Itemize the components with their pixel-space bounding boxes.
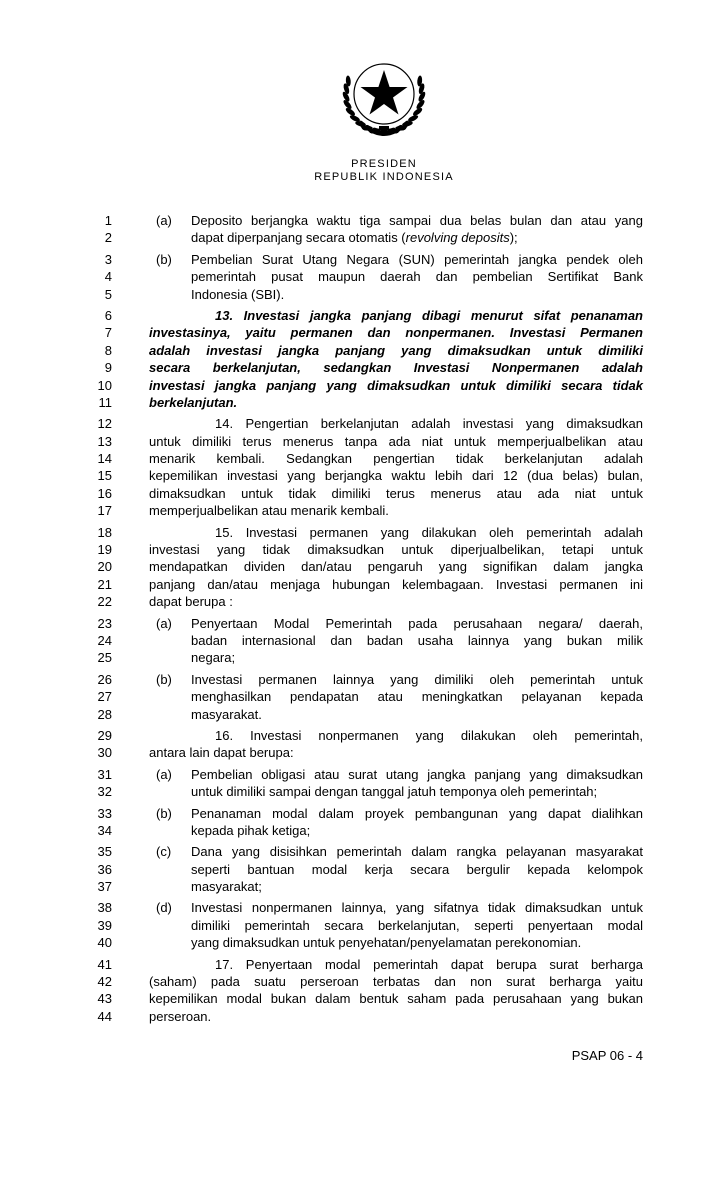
line-number: 18	[97, 524, 112, 540]
text-line	[0, 268, 728, 285]
line-number: 31	[97, 766, 112, 782]
paragraph	[0, 307, 728, 411]
line-text: (saham) pada suatu perseroan terbatas dan non surat berharga yaitu	[149, 974, 643, 990]
text-line	[0, 377, 728, 394]
paragraph	[0, 727, 728, 762]
line-text: Dana yang disisihkan pemerintah dalam rangka pelayanan masyarakat	[191, 844, 643, 860]
line-number: 3	[104, 251, 112, 267]
line-number: 29	[97, 727, 112, 743]
text-line	[0, 727, 728, 744]
text-line	[0, 307, 728, 324]
text-line	[0, 485, 728, 502]
line-text: seperti bantuan modal kerja secara bergulir kepada kelompok	[191, 861, 643, 877]
line-text: panjang dan/atau menjaga hubungan kelembagaan. Investasi permanen ini	[149, 576, 643, 592]
line-text: kepemilikan modal bukan dalam bentuk saham pada perusahaan yang bukan	[149, 991, 643, 1007]
text-line	[0, 433, 728, 450]
text-line	[0, 843, 728, 860]
line-number: 21	[97, 576, 112, 592]
line-text-part: dapat diperpanjang secara otomatis (	[191, 230, 406, 246]
text-line	[0, 467, 728, 484]
text-line	[0, 394, 728, 411]
text-line	[0, 990, 728, 1007]
text-line	[0, 229, 728, 246]
line-number: 19	[97, 542, 112, 558]
list-item	[0, 615, 728, 667]
line-text: investasinya, yaitu permanen dan nonpermanen. Investasi Permanen	[149, 325, 643, 341]
line-number: 9	[104, 360, 112, 376]
line-text: Penanaman modal dalam proyek pembangunan yang dapat dialihkan	[191, 805, 643, 821]
line-number: 38	[97, 900, 112, 916]
line-text: 14. Pengertian berkelanjutan adalah investasi yang dimaksudkan	[215, 416, 643, 432]
line-number: 7	[104, 325, 112, 341]
text-line	[0, 576, 728, 593]
list-item	[0, 212, 728, 247]
text-line	[0, 524, 728, 541]
line-text: Pembelian obligasi atau surat utang jangka panjang yang dimaksudkan	[191, 766, 643, 782]
line-number: 20	[97, 559, 112, 575]
line-text: antara lain dapat berupa:	[149, 745, 294, 761]
line-number: 42	[97, 974, 112, 990]
document-body	[0, 212, 728, 1029]
line-text: 16. Investasi nonpermanen yang dilakukan oleh pemerintah,	[215, 727, 643, 743]
text-line	[0, 251, 728, 268]
line-text: 13. Investasi jangka panjang dibagi menurut sifat penanaman	[215, 307, 643, 323]
line-number: 1	[104, 213, 112, 228]
line-text: Investasi nonpermanen lainnya, yang sifatnya tidak dimaksudkan untuk	[191, 900, 643, 916]
line-number: 36	[97, 861, 112, 877]
line-text: badan internasional dan badan usaha lainnya yang bukan milik	[191, 632, 643, 648]
line-text: masyarakat.	[191, 706, 262, 722]
line-number: 5	[104, 286, 112, 302]
list-item	[0, 766, 728, 801]
line-text: untuk dimiliki terus menerus tanpa ada niat untuk memperjualbelikan atau	[149, 433, 643, 449]
list-item	[0, 671, 728, 723]
header-president: PRESIDEN	[351, 158, 417, 170]
line-number: 2	[104, 230, 112, 246]
line-text: menarik kembali. Sedangkan pengertian tidak berkelanjutan adalah	[149, 451, 643, 467]
presidential-emblem-icon	[332, 48, 436, 144]
text-line	[0, 956, 728, 973]
line-text: investasi yang tidak dimaksudkan untuk diperjualbelikan, tetapi untuk	[149, 542, 643, 558]
line-number: 25	[97, 650, 112, 666]
line-text: 15. Investasi permanen yang dilakukan oleh pemerintah adalah	[215, 524, 643, 540]
list-item	[0, 251, 728, 303]
item-label: (a)	[156, 766, 172, 782]
text-line	[0, 342, 728, 359]
line-number: 10	[97, 377, 112, 393]
line-text-part: );	[509, 230, 518, 246]
line-number: 4	[104, 269, 112, 285]
text-line	[0, 744, 728, 761]
text-line	[0, 973, 728, 990]
line-number: 30	[97, 745, 112, 761]
text-line	[0, 671, 728, 688]
item-label: (c)	[156, 844, 172, 860]
text-line	[0, 899, 728, 916]
text-line	[0, 766, 728, 783]
line-number: 23	[97, 615, 112, 631]
line-number: 44	[97, 1008, 112, 1024]
line-text: Pembelian Surat Utang Negara (SUN) pemerintah jangka pendek oleh	[191, 251, 643, 267]
paragraph	[0, 415, 728, 519]
text-line	[0, 415, 728, 432]
item-label: (b)	[156, 805, 172, 821]
line-text: dimiliki pemerintah secara berkelanjutan, seperti penyertaan modal	[191, 917, 643, 933]
line-number: 33	[97, 805, 112, 821]
text-line	[0, 541, 728, 558]
line-number: 24	[97, 632, 112, 648]
text-line	[0, 359, 728, 376]
text-line	[0, 502, 728, 519]
text-line	[0, 822, 728, 839]
line-text: mendapatkan dividen dan/atau pengaruh yang signifikan dalam jangka	[149, 559, 643, 575]
item-label: (a)	[156, 213, 172, 228]
line-number: 22	[97, 594, 112, 610]
line-number: 16	[97, 485, 112, 501]
list-item	[0, 843, 728, 895]
line-number: 13	[97, 433, 112, 449]
text-line	[0, 934, 728, 951]
line-number: 43	[97, 991, 112, 1007]
line-number: 41	[97, 956, 112, 972]
line-number: 28	[97, 706, 112, 722]
line-number: 6	[104, 307, 112, 323]
text-line	[0, 783, 728, 800]
line-text: perseroan.	[149, 1008, 212, 1024]
text-line	[0, 632, 728, 649]
line-text: kepemilikan investasi yang berjangka waktu lebih dari 12 (dua belas) bulan,	[149, 468, 643, 484]
text-line	[0, 286, 728, 303]
text-line	[0, 212, 728, 229]
line-number: 32	[97, 784, 112, 800]
text-line	[0, 1008, 728, 1025]
item-label: (b)	[156, 251, 172, 267]
line-text: untuk dimiliki sampai dengan tanggal jatuh temponya oleh pemerintah;	[191, 784, 598, 800]
text-line	[0, 878, 728, 895]
line-text: yang dimaksudkan untuk penyehatan/penyelamatan perekonomian.	[191, 935, 582, 951]
page-number: PSAP 06 - 4	[571, 1048, 643, 1063]
item-label: (d)	[156, 900, 172, 916]
paragraph	[0, 524, 728, 611]
line-number: 15	[97, 468, 112, 484]
line-text: Deposito berjangka waktu tiga sampai dua belas bulan dan atau yang	[191, 213, 643, 228]
text-line	[0, 558, 728, 575]
line-text: negara;	[191, 650, 236, 666]
list-item	[0, 805, 728, 840]
line-text	[191, 229, 643, 246]
text-line	[0, 324, 728, 341]
line-number: 37	[97, 879, 112, 895]
line-text: Indonesia (SBI).	[191, 286, 285, 302]
line-text: Penyertaan Modal Pemerintah pada perusahaan negara/ daerah,	[191, 615, 643, 631]
text-line	[0, 593, 728, 610]
line-text: 17. Penyertaan modal pemerintah dapat berupa surat berharga	[215, 956, 643, 972]
item-label: (a)	[156, 615, 172, 631]
text-line	[0, 805, 728, 822]
line-number: 11	[98, 394, 112, 410]
text-line	[0, 615, 728, 632]
line-number: 12	[97, 416, 112, 432]
text-line	[0, 917, 728, 934]
line-text: investasi jangka panjang yang dimaksudkan untuk dimiliki secara tidak	[149, 377, 643, 393]
text-line	[0, 649, 728, 666]
item-label: (b)	[156, 671, 172, 687]
line-text: dapat berupa :	[149, 594, 233, 610]
line-text: berkelanjutan.	[149, 394, 238, 410]
line-number: 8	[104, 342, 112, 358]
line-number: 14	[97, 451, 112, 467]
line-text: kepada pihak ketiga;	[191, 822, 311, 838]
line-text: dimaksudkan untuk tidak dimiliki terus menerus atau ada niat untuk	[149, 485, 643, 501]
line-number: 39	[97, 917, 112, 933]
line-number: 26	[97, 671, 112, 687]
line-number: 34	[97, 822, 112, 838]
line-text: secara berkelanjutan, sedangkan Investasi Nonpermanen adalah	[149, 360, 643, 376]
line-text: memperjualbelikan atau menarik kembali.	[149, 503, 389, 519]
line-text: adalah investasi jangka panjang yang dimaksudkan untuk dimiliki	[149, 342, 643, 358]
line-text: pemerintah pusat maupun daerah dan pembelian Sertifikat Bank	[191, 269, 643, 285]
text-line	[0, 688, 728, 705]
line-number: 17	[97, 503, 112, 519]
line-text: menghasilkan pendapatan atau meningkatkan pelayanan kepada	[191, 689, 643, 705]
line-number: 35	[97, 844, 112, 860]
text-line	[0, 861, 728, 878]
line-number: 27	[97, 689, 112, 705]
list-item	[0, 899, 728, 951]
line-text: masyarakat;	[191, 879, 262, 895]
text-line	[0, 706, 728, 723]
italic-term: revolving deposits	[405, 230, 510, 246]
header-republic: REPUBLIK INDONESIA	[314, 171, 454, 183]
line-text: Investasi permanen lainnya yang dimiliki oleh pemerintah untuk	[191, 671, 643, 687]
text-line	[0, 450, 728, 467]
line-number: 40	[97, 935, 112, 951]
paragraph	[0, 956, 728, 1026]
